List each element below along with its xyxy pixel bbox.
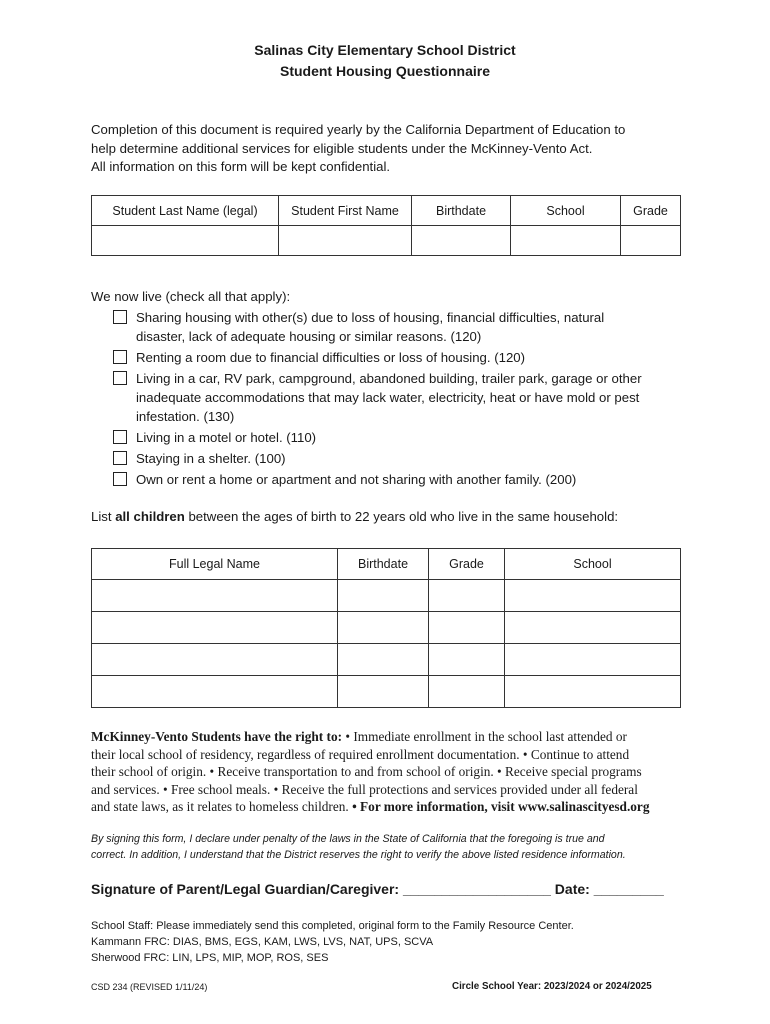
school-field[interactable] bbox=[511, 226, 621, 256]
option-line: Living in a car, RV park, campground, abandoned building, trailer park, garage or other bbox=[136, 371, 642, 386]
declaration-line: correct. In addition, I understand that the District reserves the right to verify the above listed residence information. bbox=[91, 849, 626, 861]
living-option-label bbox=[136, 308, 604, 346]
child-name-field[interactable] bbox=[92, 676, 338, 708]
living-option bbox=[113, 369, 693, 426]
option-line: disaster, lack of adequate housing or similar reasons. (120) bbox=[136, 329, 482, 344]
children-bold: all children bbox=[115, 509, 185, 524]
rights-line: their school of origin. • Receive transportation to and from school of origin. • Receive special programs bbox=[91, 764, 642, 779]
checkbox[interactable] bbox=[113, 451, 127, 465]
checkbox[interactable] bbox=[113, 371, 127, 385]
table-row bbox=[92, 612, 681, 644]
living-option-label bbox=[136, 428, 316, 447]
intro-line: Completion of this document is required yearly by the California Department of Education to bbox=[91, 122, 626, 137]
rights-paragraph bbox=[91, 728, 691, 816]
child-school-field[interactable] bbox=[505, 612, 681, 644]
checkbox[interactable] bbox=[113, 430, 127, 444]
child-birthdate-field[interactable] bbox=[338, 644, 429, 676]
child-name-field[interactable] bbox=[92, 580, 338, 612]
option-line: infestation. (130) bbox=[136, 409, 235, 424]
district-title: Salinas City Elementary School District bbox=[254, 42, 516, 58]
signature-line[interactable]: Signature of Parent/Legal Guardian/Caregiver: ___________________ Date: _________ bbox=[91, 881, 664, 897]
intro-line: All information on this form will be kept confidential. bbox=[91, 159, 391, 174]
last-name-field[interactable] bbox=[92, 226, 279, 256]
child-name-field[interactable] bbox=[92, 612, 338, 644]
child-grade-field[interactable] bbox=[429, 580, 505, 612]
living-option bbox=[113, 449, 693, 468]
grade-field[interactable] bbox=[621, 226, 681, 256]
form-title: Student Housing Questionnaire bbox=[279, 63, 490, 79]
children-suffix: between the ages of birth to 22 years old who live in the same household: bbox=[184, 509, 619, 524]
header-full-name: Full Legal Name bbox=[92, 549, 338, 580]
option-line: Staying in a shelter. (100) bbox=[136, 451, 286, 466]
child-grade-field[interactable] bbox=[429, 644, 505, 676]
children-instruction bbox=[91, 509, 618, 524]
child-school-field[interactable] bbox=[505, 676, 681, 708]
living-option-label bbox=[136, 369, 642, 426]
form-code: CSD 234 (REVISED 1/11/24) bbox=[91, 982, 208, 992]
staff-line: School Staff: Please immediately send this completed, original form to the Family Resource Center. bbox=[91, 920, 574, 932]
child-grade-field[interactable] bbox=[429, 612, 505, 644]
checkbox[interactable] bbox=[113, 472, 127, 486]
header-child-birthdate: Birthdate bbox=[338, 549, 429, 580]
header-child-school: School bbox=[505, 549, 681, 580]
rights-line: • Immediate enrollment in the school last attended or bbox=[342, 729, 627, 744]
living-option bbox=[113, 428, 693, 447]
option-line: Renting a room due to financial difficulties or loss of housing. (120) bbox=[136, 350, 526, 365]
header-grade: Grade bbox=[621, 196, 681, 226]
option-line: Living in a motel or hotel. (110) bbox=[136, 430, 317, 445]
header-birthdate: Birthdate bbox=[412, 196, 511, 226]
header-school: School bbox=[511, 196, 621, 226]
intro-text bbox=[91, 121, 625, 177]
first-name-field[interactable] bbox=[279, 226, 412, 256]
living-option-label bbox=[136, 348, 525, 367]
living-option-label bbox=[136, 470, 576, 489]
table-row bbox=[92, 644, 681, 676]
school-year: Circle School Year: 2023/2024 or 2024/2025 bbox=[452, 981, 652, 992]
intro-line: help determine additional services for eligible students under the McKinney-Vento Act. bbox=[91, 140, 593, 156]
student-info-table bbox=[91, 195, 681, 256]
staff-instructions bbox=[91, 918, 574, 966]
checkbox[interactable] bbox=[113, 310, 127, 324]
option-line: Sharing housing with other(s) due to loss of housing, financial difficulties, natural bbox=[136, 310, 605, 325]
rights-line: their local school of residency, regardless of required enrollment documentation. • Continue to attend bbox=[91, 746, 630, 762]
living-option bbox=[113, 348, 693, 367]
declaration-line: By signing this form, I declare under penalty of the laws in the State of California that the foregoing is true and bbox=[91, 833, 605, 845]
child-name-field[interactable] bbox=[92, 644, 338, 676]
child-birthdate-field[interactable] bbox=[338, 612, 429, 644]
staff-line: Sherwood FRC: LIN, LPS, MIP, MOP, ROS, SES bbox=[91, 952, 329, 964]
living-option bbox=[113, 308, 693, 346]
living-options bbox=[113, 308, 693, 491]
child-grade-field[interactable] bbox=[429, 676, 505, 708]
checkbox[interactable] bbox=[113, 350, 127, 364]
birthdate-field[interactable] bbox=[412, 226, 511, 256]
option-line: inadequate accommodations that may lack water, electricity, heat or have mold or pest bbox=[136, 390, 640, 405]
table-row bbox=[92, 580, 681, 612]
header-child-grade: Grade bbox=[429, 549, 505, 580]
living-heading: We now live (check all that apply): bbox=[91, 289, 291, 304]
living-option-label bbox=[136, 449, 286, 468]
children-table bbox=[91, 548, 681, 708]
header-first-name: Student First Name bbox=[279, 196, 412, 226]
header-last-name: Student Last Name (legal) bbox=[92, 196, 279, 226]
option-line: Own or rent a home or apartment and not sharing with another family. (200) bbox=[136, 472, 577, 487]
declaration bbox=[91, 831, 691, 863]
child-school-field[interactable] bbox=[505, 580, 681, 612]
rights-intro: McKinney-Vento Students have the right to: bbox=[91, 729, 343, 744]
more-info-link: • For more information, visit www.salinascityesd.org bbox=[352, 799, 650, 814]
rights-line: and services. • Free school meals. • Receive the full protections and services provided under all federal bbox=[91, 781, 638, 797]
staff-line: Kammann FRC: DIAS, BMS, EGS, KAM, LWS, LVS, NAT, UPS, SCVA bbox=[91, 936, 434, 948]
table-row bbox=[92, 676, 681, 708]
child-birthdate-field[interactable] bbox=[338, 676, 429, 708]
child-school-field[interactable] bbox=[505, 644, 681, 676]
child-birthdate-field[interactable] bbox=[338, 580, 429, 612]
rights-line: and state laws, as it relates to homeless children. bbox=[91, 799, 353, 814]
living-option bbox=[113, 470, 693, 489]
children-prefix: List bbox=[91, 509, 116, 524]
